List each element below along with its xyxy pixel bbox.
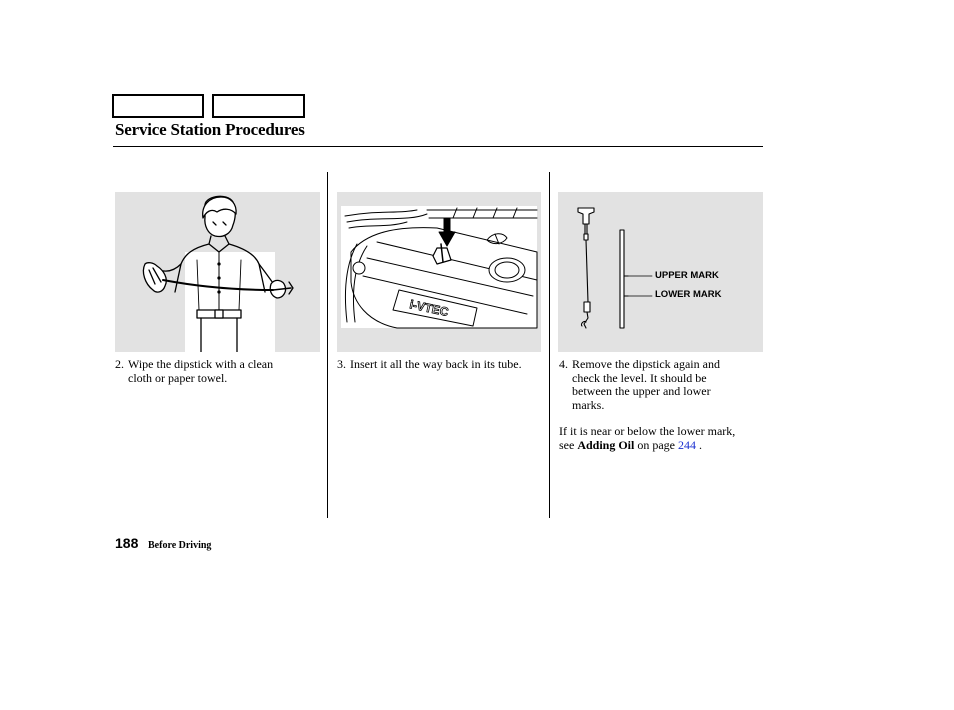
nav-box-next[interactable] [212, 94, 305, 118]
column-divider-2 [549, 172, 550, 518]
title-divider [113, 146, 763, 147]
step-3-line-1: Insert it all the way back in its tube. [350, 357, 522, 371]
note-suffix: . [696, 437, 703, 452]
figure-engine-dipstick-tube [337, 192, 541, 352]
upper-mark-label: UPPER MARK [655, 270, 719, 281]
step-4-line-3: between the upper and lower [572, 384, 711, 398]
page-number: 188 [115, 535, 139, 551]
note-line-2 [559, 439, 769, 453]
step-2-line-1: Wipe the dipstick with a clean [128, 357, 274, 371]
chapter-name: Before Driving [148, 540, 212, 551]
lower-mark-label: LOWER MARK [655, 289, 722, 300]
step-4-line-1: Remove the dipstick again and [572, 357, 720, 371]
step-3-number: 3. [337, 357, 346, 371]
step-2-line-2: cloth or paper towel. [128, 370, 228, 385]
figure-dipstick-marks [558, 192, 763, 352]
page-244-link[interactable]: 244 [678, 437, 697, 452]
svg-text:i-VTEC: i-VTEC [408, 297, 450, 320]
step-4-line-4: marks. [572, 397, 605, 412]
step-2-number: 2. [115, 357, 124, 371]
note-prefix: see [559, 437, 578, 452]
page-title: Service Station Procedures [115, 120, 305, 139]
note-line-1: If it is near or below the lower mark, [559, 424, 736, 438]
step-4-line-2: check the level. It should be [572, 370, 707, 385]
figure-wiping-dipstick [115, 192, 320, 352]
step-4-number: 4. [559, 357, 568, 371]
note-middle: on page [634, 437, 679, 452]
nav-box-previous[interactable] [112, 94, 204, 118]
low-oil-note [559, 425, 769, 452]
adding-oil-reference: Adding Oil [577, 437, 635, 452]
column-divider-1 [327, 172, 328, 518]
